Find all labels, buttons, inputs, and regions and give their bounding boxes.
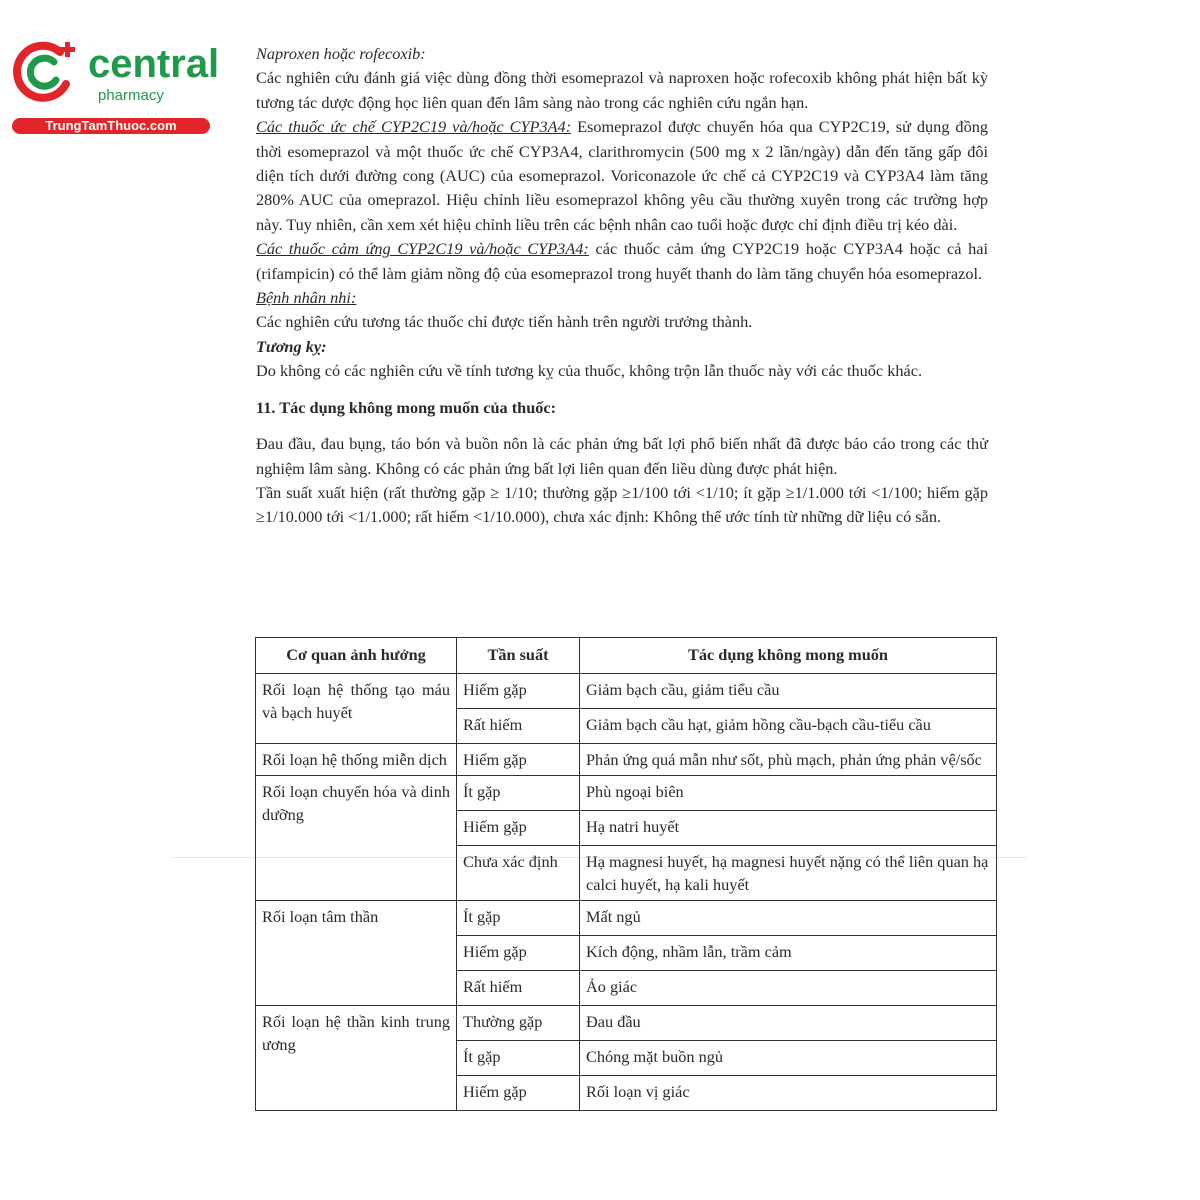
inducers-paragraph <box>256 237 988 286</box>
section-11-heading: 11. Tác dụng không mong muốn của thuốc: <box>256 397 557 417</box>
central-pharmacy-logo-icon <box>10 38 82 110</box>
frequency-cell: Hiếm gặp <box>457 936 580 971</box>
frequency-cell: Ít gặp <box>457 1041 580 1076</box>
document-body <box>256 42 988 530</box>
effect-cell: Mất ngủ <box>580 901 997 936</box>
pediatrics-heading: Bệnh nhân nhi: <box>256 288 357 308</box>
frequency-definition-paragraph: Tần suất xuất hiện (rất thường gặp ≥ 1/10; thường gặp ≥1/100 tới <1/10; ít gặp ≥1/1.000 tới <1/100; hiếm gặp ≥1/10.000 tới <1/1.000; rất hiếm <1/10.000), chưa xác định: Không thể ước tính từ những dữ liệu có sẵn. <box>256 482 988 527</box>
effect-cell: Phản ứng quá mẫn như sốt, phù mạch, phản ứng phản vệ/sốc <box>580 744 997 776</box>
table-row <box>256 776 997 811</box>
frequency-cell: Rất hiếm <box>457 709 580 744</box>
effect-cell: Chóng mặt buồn ngủ <box>580 1041 997 1076</box>
organ-cell: Rối loạn chuyển hóa và dinh dưỡng <box>256 776 457 901</box>
organ-cell: Rối loạn hệ thần kinh trung ương <box>256 1006 457 1111</box>
inhibitors-text: Esomeprazol được chuyển hóa qua CYP2C19, sử dụng đồng thời esomeprazol và một thuốc ức chế CYP3A4, clarithromycin (500 mg x 2 lần/ngày) dẫn đến tăng gấp đôi diện tích dưới đường cong (AUC) của esomeprazol. Voriconazole ức chế cả CYP2C19 và CYP3A4 làm tăng 280% AUC của omeprazol. Hiệu chỉnh liều esomeprazol không yêu cầu thường xuyên trong các trường hợp này. Tuy nhiên, cần xem xét hiệu chỉnh liều trên các bệnh nhân cao tuổi hoặc được chỉ định điều trị kéo dài. <box>256 117 988 234</box>
table-header-row <box>256 638 997 674</box>
effect-cell: Hạ natri huyết <box>580 811 997 846</box>
effect-cell: Giảm bạch cầu hạt, giảm hồng cầu-bạch cầu-tiểu cầu <box>580 709 997 744</box>
table-row <box>256 744 997 776</box>
organ-cell: Rối loạn hệ thống tạo máu và bạch huyết <box>256 674 457 744</box>
frequency-cell: Ít gặp <box>457 776 580 811</box>
frequency-cell: Chưa xác định <box>457 846 580 901</box>
effect-cell: Giảm bạch cầu, giảm tiểu cầu <box>580 674 997 709</box>
effect-cell: Phù ngoại biên <box>580 776 997 811</box>
naproxen-heading: Naproxen hoặc rofecoxib: <box>256 44 426 63</box>
inducers-text: các thuốc cảm ứng CYP2C19 hoặc CYP3A4 hoặc cả hai (rifampicin) có thể làm giảm nồng độ của esomeprazol trong huyết thanh do làm tăng chuyển hóa esomeprazol. <box>256 239 988 283</box>
brand-logo <box>10 38 220 138</box>
header-effect: Tác dụng không mong muốn <box>580 638 997 674</box>
pediatrics-paragraph: Các nghiên cứu tương tác thuốc chỉ được tiến hành trên người trưởng thành. <box>256 312 753 332</box>
brand-name: central <box>88 42 220 86</box>
effect-cell: Ảo giác <box>580 971 997 1006</box>
brand-site-banner: TrungTamThuoc.com <box>12 118 210 134</box>
table-row <box>256 674 997 709</box>
frequency-cell: Hiếm gặp <box>457 744 580 776</box>
table-row <box>256 901 997 936</box>
frequency-cell: Rất hiếm <box>457 971 580 1006</box>
organ-cell: Rối loạn tâm thần <box>256 901 457 1006</box>
frequency-cell: Thường gặp <box>457 1006 580 1041</box>
adverse-effects-table <box>255 637 997 1111</box>
inhibitors-paragraph <box>256 115 988 237</box>
adverse-intro-paragraph: Đau đầu, đau bụng, táo bón và buồn nôn là các phản ứng bất lợi phổ biến nhất đã được báo cáo trong các thử nghiệm lâm sàng. Không có các phản ứng bất lợi liên quan đến liều dùng được phát hiện. <box>256 434 988 478</box>
inhibitors-heading: Các thuốc ức chế CYP2C19 và/hoặc CYP3A4: <box>256 117 572 137</box>
incompatibility-heading: Tương kỵ: <box>256 336 327 356</box>
frequency-cell: Hiếm gặp <box>457 811 580 846</box>
frequency-cell: Ít gặp <box>457 901 580 936</box>
brand-subtitle: pharmacy <box>98 87 164 104</box>
effect-cell: Rối loạn vị giác <box>580 1076 997 1111</box>
table-row <box>256 1006 997 1041</box>
organ-cell: Rối loạn hệ thống miễn dịch <box>256 744 457 776</box>
header-frequency: Tần suất <box>457 638 580 674</box>
effect-cell: Đau đầu <box>580 1006 997 1041</box>
frequency-cell: Hiếm gặp <box>457 674 580 709</box>
inducers-heading: Các thuốc cảm ứng CYP2C19 và/hoặc CYP3A4: <box>256 239 589 259</box>
incompatibility-paragraph: Do không có các nghiên cứu về tính tương kỵ của thuốc, không trộn lẫn thuốc này với các thuốc khác. <box>256 361 923 381</box>
header-organ: Cơ quan ảnh hưởng <box>256 638 457 674</box>
effect-cell: Hạ magnesi huyết, hạ magnesi huyết nặng có thể liên quan hạ calci huyết, hạ kali huyết <box>580 846 997 901</box>
naproxen-paragraph: Các nghiên cứu đánh giá việc dùng đồng thời esomeprazol và naproxen hoặc rofecoxib không phát hiện bất kỳ tương tác dược động học liên quan đến lâm sàng nào trong các nghiên cứu ngắn hạn. <box>256 68 988 112</box>
effect-cell: Kích động, nhầm lẫn, trầm cảm <box>580 936 997 971</box>
frequency-cell: Hiếm gặp <box>457 1076 580 1111</box>
